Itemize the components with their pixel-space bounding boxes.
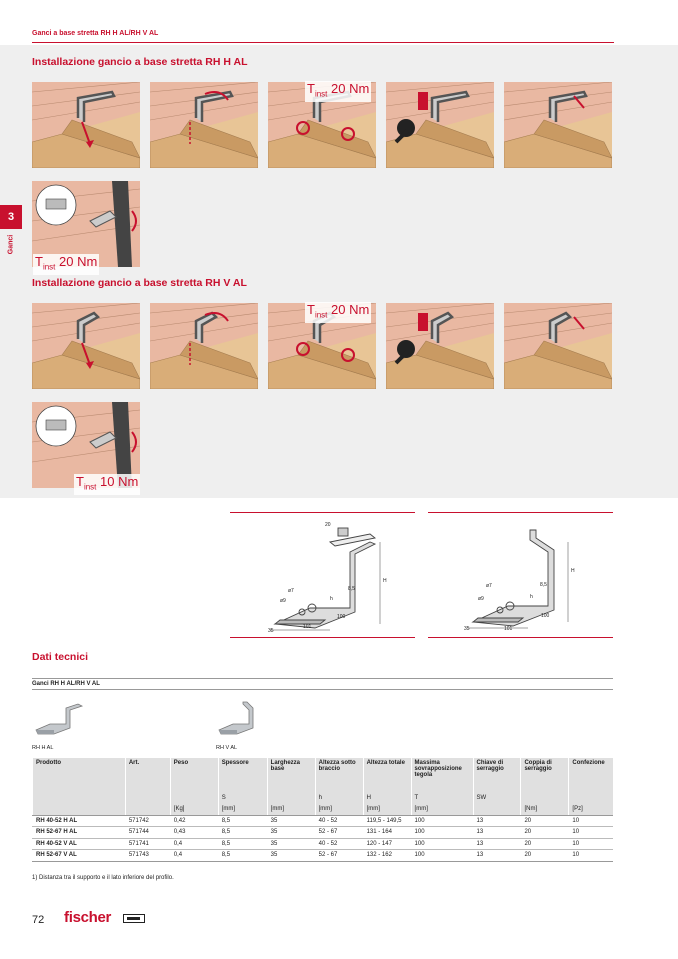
table-cell: 8,5 — [218, 827, 267, 839]
column-header: Coppia di serraggio — [521, 758, 569, 792]
table-cell: 13 — [473, 815, 521, 827]
column-symbol: h — [315, 792, 363, 804]
torque-subscript: inst — [314, 89, 328, 99]
torque-symbol: T — [307, 302, 315, 317]
torque-subscript: inst — [42, 262, 56, 272]
section-v-title: Installazione gancio a base stretta RH V AL — [32, 277, 247, 289]
table-cell: 20 — [521, 850, 569, 862]
table-cell: RH 52-67 H AL — [33, 827, 126, 839]
table-cell: 35 — [267, 827, 315, 839]
install-step-image — [504, 82, 612, 168]
column-unit: [Kg] — [170, 804, 218, 815]
product-image-rh-h — [32, 700, 86, 740]
column-unit — [125, 804, 170, 815]
torque-symbol: T — [35, 254, 43, 269]
chapter-tab[interactable] — [0, 205, 22, 261]
dim-label: 35 — [464, 626, 470, 632]
technical-drawing-v — [428, 512, 613, 638]
torque-subscript: inst — [314, 310, 328, 320]
table-cell: 20 — [521, 838, 569, 850]
column-symbol — [125, 792, 170, 804]
dim-label: ø9 — [478, 596, 484, 602]
table-cell: RH 40-52 H AL — [33, 815, 126, 827]
column-header: Chiave di serraggio — [473, 758, 521, 792]
brand-logo: fischer — [64, 909, 112, 926]
dim-label: 20 — [325, 522, 331, 528]
table-cell: 35 — [267, 838, 315, 850]
torque-value: 10 Nm — [100, 474, 139, 489]
page-number: 72 — [32, 914, 45, 926]
table-cell: 132 - 162 — [363, 850, 411, 862]
torque-label-h-main — [305, 81, 371, 102]
dim-label: H — [383, 578, 387, 584]
column-symbol — [170, 792, 218, 804]
dim-label: 100 — [337, 614, 346, 620]
column-symbol: S — [218, 792, 267, 804]
section-h-title: Installazione gancio a base stretta RH H AL — [32, 56, 248, 68]
table-cell: 40 - 52 — [315, 838, 363, 850]
column-unit — [473, 804, 521, 815]
chapter-label: Ganci — [7, 234, 15, 255]
install-step-image — [504, 303, 612, 389]
table-cell: 10 — [569, 815, 613, 827]
table-cell: 571743 — [125, 850, 170, 862]
dim-label: 100 — [541, 613, 550, 619]
dim-label: h — [530, 594, 533, 600]
install-step-image — [32, 82, 140, 168]
table-cell: 20 — [521, 815, 569, 827]
torque-subscript: inst — [83, 482, 97, 492]
column-unit: [Nm] — [521, 804, 569, 815]
breadcrumb: Ganci a base stretta RH H AL/RH V AL — [32, 30, 159, 37]
table-row — [33, 827, 614, 839]
technical-drawing-h — [230, 512, 415, 638]
table-cell: 100 — [411, 850, 473, 862]
torque-label-v-main — [305, 302, 371, 323]
dim-label: H — [571, 568, 575, 574]
column-unit: [mm] — [363, 804, 411, 815]
table-cell: 20 — [521, 827, 569, 839]
table-cell: 100 — [411, 838, 473, 850]
column-symbol: T — [411, 792, 473, 804]
dim-label: ø7 — [288, 588, 294, 594]
table-cell: 8,5 — [218, 838, 267, 850]
drawing-rule-top — [428, 512, 613, 513]
torque-symbol: T — [76, 474, 84, 489]
column-header: Larghezza base — [267, 758, 315, 792]
column-symbol: H — [363, 792, 411, 804]
dim-label: h — [330, 596, 333, 602]
drawing-rule-bottom — [230, 637, 415, 638]
table-cell: 120 - 147 — [363, 838, 411, 850]
column-header: Confezione — [569, 758, 613, 792]
table-cell: 131 - 164 — [363, 827, 411, 839]
table-cell: 8,5 — [218, 850, 267, 862]
table-cell: 0,4 — [170, 838, 218, 850]
column-symbol — [569, 792, 613, 804]
table-cell: 0,42 — [170, 815, 218, 827]
table-cell: 571741 — [125, 838, 170, 850]
table-cell: 571742 — [125, 815, 170, 827]
dim-label: 101 — [303, 624, 312, 630]
install-step-image — [386, 82, 494, 168]
table-cell: 10 — [569, 838, 613, 850]
column-unit: [mm] — [218, 804, 267, 815]
table-cell: 10 — [569, 827, 613, 839]
tech-data-title: Dati tecnici — [32, 651, 89, 663]
dim-label: ø7 — [486, 583, 492, 589]
column-header: Peso — [170, 758, 218, 792]
column-unit: [mm] — [315, 804, 363, 815]
table-row — [33, 815, 614, 827]
column-unit: [Pz] — [569, 804, 613, 815]
table-cell: RH 52-67 V AL — [33, 850, 126, 862]
chapter-number: 3 — [0, 205, 22, 229]
table-cell: 100 — [411, 815, 473, 827]
install-step-image — [150, 82, 258, 168]
tech-data-table — [32, 758, 613, 862]
tech-data-subhead: Ganci RH H AL/RH V AL — [32, 678, 613, 690]
column-unit: [mm] — [411, 804, 473, 815]
dim-label: 8,5 — [348, 586, 355, 592]
torque-label-h-final — [33, 254, 99, 275]
column-symbol: SW — [473, 792, 521, 804]
column-header: Altezza totale — [363, 758, 411, 792]
drawing-rule-top — [230, 512, 415, 513]
column-header: Massima sovrapposizione tegola — [411, 758, 473, 792]
table-cell: 13 — [473, 838, 521, 850]
column-symbol — [521, 792, 569, 804]
torque-label-v-final — [74, 474, 140, 495]
table-cell: 8,5 — [218, 815, 267, 827]
install-step-image — [32, 303, 140, 389]
column-symbol — [33, 792, 126, 804]
table-cell: 35 — [267, 850, 315, 862]
brand-logo-mark — [123, 914, 145, 923]
table-row — [33, 850, 614, 862]
table-cell: 100 — [411, 827, 473, 839]
column-header: Art. — [125, 758, 170, 792]
install-step-image — [386, 303, 494, 389]
table-cell: 13 — [473, 850, 521, 862]
table-cell: 0,43 — [170, 827, 218, 839]
table-cell: 10 — [569, 850, 613, 862]
dim-label: 35 — [268, 628, 274, 634]
table-cell: 35 — [267, 815, 315, 827]
install-step-image — [150, 303, 258, 389]
table-cell: 52 - 67 — [315, 827, 363, 839]
dim-label: 8,5 — [540, 582, 547, 588]
table-cell: 40 - 52 — [315, 815, 363, 827]
table-cell: 0,4 — [170, 850, 218, 862]
table-row — [33, 838, 614, 850]
column-unit: [mm] — [267, 804, 315, 815]
header-rule — [32, 42, 614, 43]
table-cell: 571744 — [125, 827, 170, 839]
drawing-rule-bottom — [428, 637, 613, 638]
column-symbol — [267, 792, 315, 804]
column-header: Altezza sotto braccio — [315, 758, 363, 792]
column-unit — [33, 804, 126, 815]
table-cell: RH 40-52 V AL — [33, 838, 126, 850]
dim-label: ø9 — [280, 598, 286, 604]
hook-v-drawing — [428, 512, 613, 638]
product-image-label: RH V AL — [216, 745, 238, 751]
table-cell: 52 - 67 — [315, 850, 363, 862]
table-cell: 13 — [473, 827, 521, 839]
product-image-label: RH H AL — [32, 745, 54, 751]
torque-symbol: T — [307, 81, 315, 96]
chapter-label-box — [5, 231, 17, 261]
product-image-rh-v — [215, 700, 269, 740]
torque-value: 20 Nm — [331, 81, 370, 96]
torque-value: 20 Nm — [331, 302, 370, 317]
hook-h-drawing — [230, 512, 415, 638]
dim-label: 101 — [504, 626, 513, 632]
torque-value: 20 Nm — [59, 254, 98, 269]
table-cell: 119,5 - 149,5 — [363, 815, 411, 827]
footnote: 1) Distanza tra il supporto e il lato inferiore del profilo. — [32, 875, 174, 881]
column-header: Prodotto — [33, 758, 126, 792]
column-header: Spessore — [218, 758, 267, 792]
